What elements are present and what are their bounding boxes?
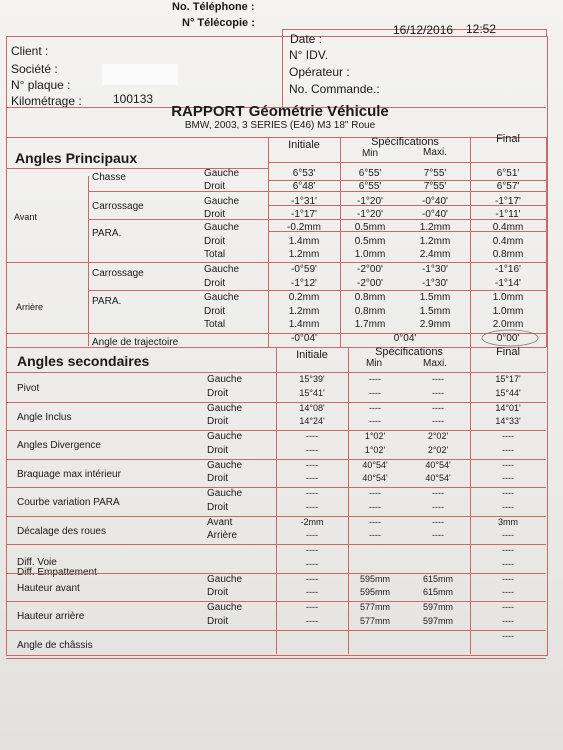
group-separator — [6, 262, 546, 263]
sec-min-value: 40°54' — [362, 473, 388, 483]
sec-min-value: ---- — [369, 374, 381, 384]
min-value: 6°55' — [358, 181, 382, 192]
col-label-right — [88, 176, 89, 346]
sec-col-spec-left — [348, 348, 349, 654]
trajectoire-final: 0°00' — [496, 333, 520, 344]
sec-final-value: ---- — [502, 615, 514, 626]
sec-header-maxi: Maxi. — [423, 358, 447, 369]
label-trajectoire: Angle de trajectoire — [92, 337, 179, 348]
side-label: Gauche — [204, 222, 240, 233]
sec-max-value: ---- — [432, 387, 444, 398]
sec-final-value: ---- — [502, 602, 514, 612]
sec-max-value: ---- — [432, 516, 444, 527]
sec-final-value: ---- — [502, 587, 514, 597]
secondary-group-label-2: Diff. Empattement — [17, 567, 97, 578]
kilometrage-value: 100133 — [113, 92, 154, 106]
sec-header-min: Min — [365, 358, 383, 369]
commande-label: No. Commande.: — [289, 82, 380, 96]
sec-final-value: ---- — [502, 459, 514, 470]
idv-label: N° IDV. — [289, 48, 329, 62]
sec-header-initiale: Initiale — [296, 349, 328, 361]
trajectoire-spec: 0°04' — [393, 333, 417, 344]
sec-side-label: Gauche — [207, 431, 243, 442]
sec-min-value: ---- — [369, 416, 381, 426]
sec-side-label: Gauche — [207, 374, 243, 385]
sec-max-value: 2°02' — [427, 444, 449, 455]
sec-initial-value: ---- — [306, 473, 318, 483]
final-value: 1.0mm — [492, 292, 524, 303]
sec-max-value: ---- — [432, 501, 444, 512]
sec-final-value: ---- — [502, 431, 514, 441]
secondary-group-label: Angle Inclus — [17, 411, 72, 423]
sec-initial-value: ---- — [306, 545, 318, 555]
sec-final-value: ---- — [502, 558, 514, 569]
max-value: 2.9mm — [419, 319, 451, 330]
sec-final-value: ---- — [502, 573, 514, 584]
main-section-title: Angles Principaux — [15, 150, 138, 166]
sec-side-label: Droit — [207, 615, 229, 627]
sec-max-value: 597mm — [422, 602, 453, 612]
sec-side-label: Droit — [207, 387, 229, 399]
trajectoire-initial: -0°04' — [291, 333, 317, 344]
sec-initial-value: ---- — [306, 530, 318, 540]
final-value: 0.8mm — [492, 249, 524, 260]
sec-side-label: Gauche — [207, 459, 243, 471]
sec-min-value: ---- — [369, 516, 381, 527]
sec-max-value: ---- — [432, 488, 444, 498]
side-label: Droit — [204, 306, 226, 317]
side-label: Droit — [204, 209, 226, 220]
sec-min-value: ---- — [369, 501, 381, 512]
sec-side-label: Avant — [207, 516, 233, 528]
max-value: 2.4mm — [419, 249, 451, 260]
sec-final-value: ---- — [502, 630, 514, 641]
sec-initial-value: ---- — [306, 444, 318, 455]
side-label: Gauche — [204, 168, 240, 179]
initial-value: 1.2mm — [288, 249, 320, 260]
header-min: Min — [361, 148, 379, 159]
sec-min-value: 1°02' — [364, 444, 386, 455]
sec-final-value: ---- — [502, 545, 514, 555]
sec-initial-value: ---- — [306, 602, 318, 612]
max-value: 1.5mm — [419, 306, 451, 317]
min-value: -2°00' — [357, 264, 383, 275]
sec-final-value: ---- — [502, 444, 514, 455]
max-value: 7°55' — [423, 168, 447, 179]
sec-header-final: Final — [496, 346, 520, 358]
max-value: -1°30' — [422, 264, 448, 275]
sec-initial-value: 15°41' — [299, 387, 325, 398]
secondary-section-title: Angles secondaires — [17, 353, 150, 369]
sec-side-label: Gauche — [207, 573, 243, 585]
initial-value: 6°53' — [292, 168, 316, 179]
max-value: -0°40' — [422, 209, 448, 220]
sec-initial-value: 14°08' — [299, 402, 325, 413]
label-para-avant: PARA. — [92, 228, 122, 239]
sec-initial-value: ---- — [306, 615, 318, 626]
secondary-group-label: Courbe variation PARA — [17, 497, 120, 508]
sec-max-value: 615mm — [422, 587, 453, 597]
sec-max-value: 40°54' — [425, 459, 451, 470]
initial-value: -0°59' — [291, 264, 317, 275]
group-separator — [88, 290, 546, 291]
sec-side-label: Droit — [207, 501, 229, 513]
label-carrossage-arriere: Carrossage — [92, 268, 144, 279]
secondary-group-label: Pivot — [17, 383, 40, 394]
sec-side-label: Droit — [207, 587, 229, 598]
side-label: Total — [204, 319, 226, 330]
label-para-arriere: PARA. — [92, 296, 122, 307]
sec-initial-value: 15°39' — [299, 374, 325, 384]
final-value: 6°57' — [496, 181, 520, 192]
min-value: -1°20' — [357, 209, 383, 220]
final-value: 1.0mm — [492, 306, 524, 317]
sec-initial-value: ---- — [306, 558, 318, 569]
sec-header-specifications: Spécifications — [375, 346, 443, 358]
sec-final-value: 15°17' — [495, 374, 521, 384]
final-value: 0.4mm — [492, 222, 524, 233]
telecopie-label: N° Télécopie : — [182, 17, 255, 29]
sec-min-value: 40°54' — [362, 459, 388, 470]
final-value: -1°14' — [495, 278, 521, 289]
sec-min-value: 595mm — [359, 587, 390, 597]
secondary-group-label: Hauteur arrière — [17, 611, 85, 622]
min-value: 0.8mm — [354, 292, 386, 303]
header-specifications: Spécifications — [371, 136, 439, 148]
col-right — [546, 137, 547, 347]
sec-initial-value: ---- — [306, 573, 318, 584]
time-value: 12:52 — [466, 22, 497, 36]
label-arriere: Arrière — [16, 302, 44, 312]
group-separator — [88, 219, 546, 220]
final-value: -1°16' — [495, 264, 521, 275]
sec-group-separator — [6, 630, 546, 631]
max-value: -1°30' — [422, 278, 448, 289]
handwritten-circle — [480, 328, 540, 348]
side-label: Gauche — [204, 196, 240, 207]
min-value: 1.0mm — [354, 249, 386, 260]
kilometrage-label: Kilométrage : — [11, 94, 82, 108]
sec-final-value: ---- — [502, 501, 514, 512]
final-value: -1°11' — [495, 209, 521, 220]
min-value: 0.5mm — [354, 222, 386, 233]
sec-min-value: ---- — [369, 488, 381, 498]
sec-max-value: 40°54' — [425, 473, 451, 483]
vehicle-line: BMW, 2003, 3 SERIES (E46) M3 18" Roue — [184, 120, 376, 131]
max-value: 1.2mm — [419, 236, 451, 247]
header-bottom-line — [268, 162, 546, 163]
final-value: -1°17' — [495, 196, 521, 207]
sec-min-value: 1°02' — [364, 431, 386, 441]
client-label: Client : — [11, 44, 49, 58]
sec-side-label: Gauche — [207, 402, 243, 414]
row-separator — [268, 231, 546, 232]
sec-min-value: 577mm — [359, 615, 390, 626]
side-label: Droit — [204, 278, 226, 289]
sec-initial-value: ---- — [306, 459, 318, 470]
max-value: 7°55' — [423, 181, 447, 192]
sec-initial-value: ---- — [306, 587, 318, 597]
initial-value: 1.2mm — [288, 306, 320, 317]
sec-final-value: ---- — [502, 530, 514, 540]
side-label: Droit — [204, 181, 226, 192]
label-chasse: Chasse — [92, 172, 126, 183]
operateur-label: Opérateur : — [289, 65, 350, 79]
row-separator — [268, 180, 546, 181]
header-divider — [282, 29, 283, 107]
sec-max-value: ---- — [432, 530, 444, 540]
max-value: -0°40' — [422, 196, 448, 207]
secondary-group-label: Angle de châssis — [17, 639, 93, 651]
final-value: 2.0mm — [492, 319, 524, 330]
telephone-label: No. Téléphone : — [172, 1, 255, 13]
sec-initial-value: ---- — [306, 501, 318, 512]
label-carrossage-avant: Carrossage — [92, 201, 144, 212]
secondary-group-label: Décalage des roues — [17, 525, 106, 537]
sec-max-value: ---- — [432, 402, 444, 413]
sec-max-value: 2°02' — [427, 431, 449, 441]
max-value: 1.5mm — [419, 292, 451, 303]
initial-value: 0.2mm — [288, 292, 320, 303]
initial-value: 1.4mm — [288, 236, 320, 247]
report-title: RAPPORT Géométrie Véhicule — [171, 103, 389, 120]
row-separator — [268, 205, 546, 206]
side-label: Total — [204, 249, 226, 260]
secondary-group-label: Hauteur avant — [17, 582, 80, 594]
min-value: 0.8mm — [354, 306, 386, 317]
sec-side-label: Arrière — [207, 530, 238, 541]
secondary-group-label: Angles Divergence — [17, 440, 101, 451]
sec-min-value: ---- — [369, 402, 381, 413]
side-label: Gauche — [204, 264, 240, 275]
side-label: Gauche — [204, 292, 240, 303]
sec-final-value: 15°44' — [495, 387, 521, 398]
sec-side-label: Droit — [207, 416, 229, 427]
initial-value: -0.2mm — [287, 222, 321, 233]
header-initiale: Initiale — [288, 139, 320, 151]
sec-side-label: Droit — [207, 473, 229, 484]
header-maxi: Maxi. — [423, 147, 447, 158]
min-value: -1°20' — [357, 196, 383, 207]
min-value: -2°00' — [357, 278, 383, 289]
header-final: Final — [496, 133, 520, 145]
sec-min-value: ---- — [369, 530, 381, 540]
final-value: 0.4mm — [492, 236, 524, 247]
initial-value: -1°17' — [291, 209, 317, 220]
redacted-block — [102, 64, 178, 85]
sec-min-value: ---- — [369, 387, 381, 398]
final-value: 6°51' — [496, 168, 520, 179]
sec-final-value: ---- — [502, 473, 514, 483]
sec-initial-value: ---- — [306, 431, 318, 441]
initial-value: -1°31' — [291, 196, 317, 207]
max-value: 1.2mm — [419, 222, 451, 233]
sec-initial-value: ---- — [306, 488, 318, 498]
sec-side-label: Gauche — [207, 488, 243, 499]
sec-min-value: 595mm — [359, 573, 390, 584]
sec-max-value: 615mm — [422, 573, 453, 584]
sec-initial-value: -2mm — [300, 516, 324, 527]
sec-max-value: 597mm — [422, 615, 453, 626]
sec-min-value: 577mm — [359, 602, 390, 612]
sec-final-value: 14°01' — [495, 402, 521, 413]
sec-final-value: 14°33' — [495, 416, 521, 426]
sec-group-separator — [6, 658, 546, 659]
initial-value: 6°48' — [292, 181, 316, 192]
plaque-label: N° plaque : — [11, 78, 71, 92]
initial-value: 1.4mm — [288, 319, 320, 330]
societe-label: Société : — [11, 62, 58, 76]
sec-final-value: ---- — [502, 488, 514, 498]
sec-max-value: ---- — [432, 374, 444, 384]
col-spec-left — [340, 137, 341, 347]
sec-initial-value: 14°24' — [299, 416, 325, 426]
min-value: 0.5mm — [354, 236, 386, 247]
secondary-group-label: Diff. Voie — [17, 557, 57, 568]
date-value: 16/12/2016 — [393, 23, 454, 37]
min-value: 1.7mm — [354, 319, 386, 330]
secondary-group-label: Braquage max intérieur — [17, 468, 121, 480]
date-label: Date : — [290, 32, 323, 46]
sec-final-value: 3mm — [498, 516, 518, 527]
sec-max-value: ---- — [432, 416, 444, 426]
side-label: Droit — [204, 236, 226, 247]
group-separator — [88, 191, 546, 192]
min-value: 6°55' — [358, 168, 382, 179]
sec-side-label: Gauche — [207, 602, 243, 613]
label-avant: Avant — [14, 212, 37, 222]
initial-value: -1°12' — [291, 278, 317, 289]
meta-right-border — [546, 29, 547, 37]
sec-side-label: Droit — [207, 444, 229, 456]
